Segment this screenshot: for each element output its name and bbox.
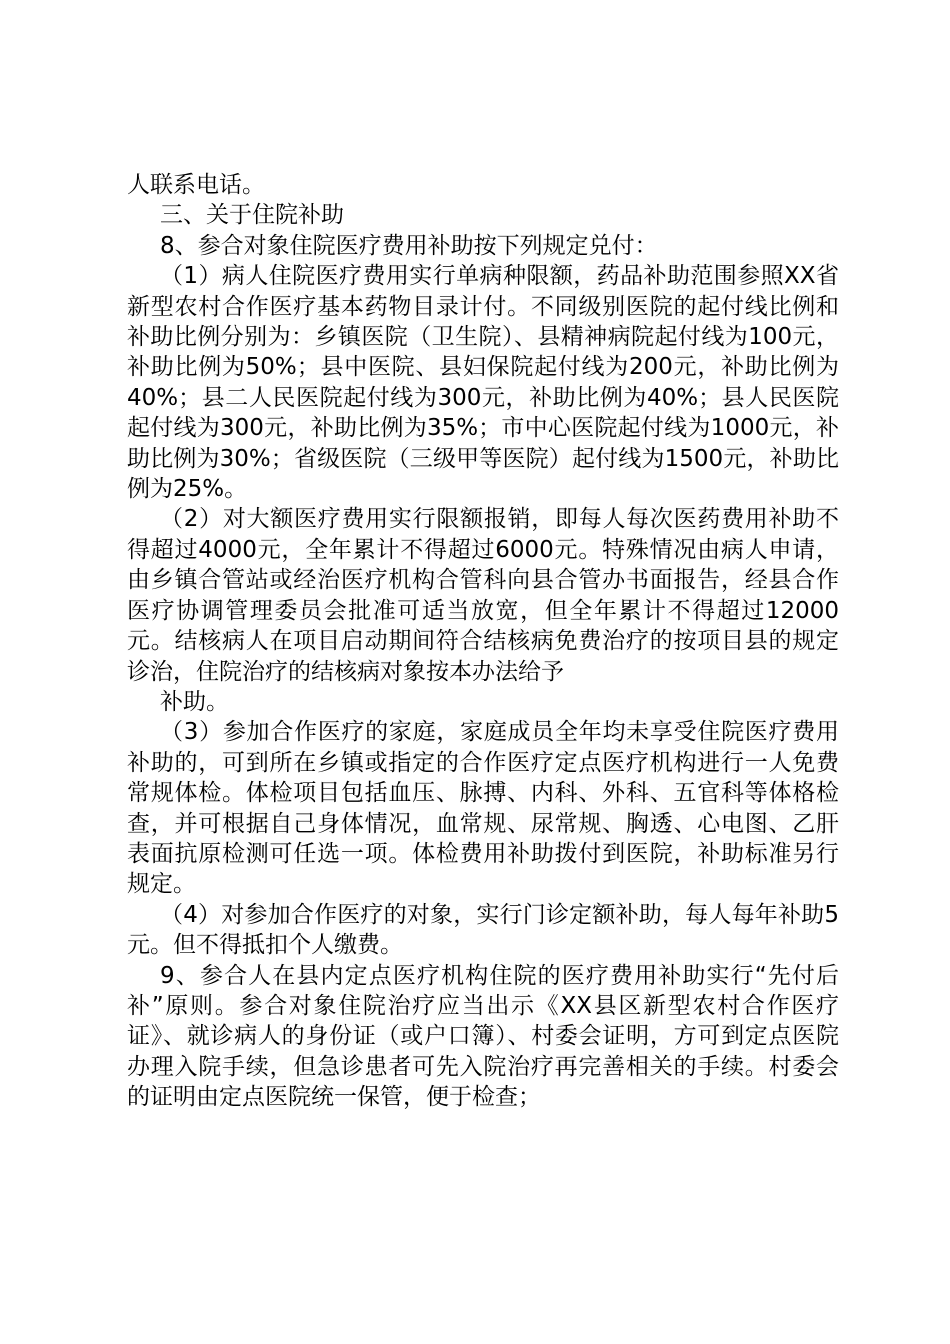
paragraph-8-2-continuation: 补助。 [160, 688, 229, 715]
paragraph-8-2: （2）对大额医疗费用实行限额报销，即每人每次医药费用补助不得超过4000元，全年累计不得超过6000元。特殊情况由病人申请，由乡镇合管站或经治医疗机构合管科向县合管办书面报告，经县合作医疗协调管理委员会批准可适当放宽，但全年累计不得超过12000元。结核病人在项目启动期间符合结核病免费治疗的按项目县的规定诊治，住院治疗的结核病对象按本办法给予 [127, 506, 839, 685]
document-page [127, 170, 839, 1113]
paragraph-8-4: （4）对参加合作医疗的对象，实行门诊定额补助，每人每年补助5元。但不得抵扣个人缴费。 [127, 901, 839, 959]
paragraph-8: 8、参合对象住院医疗费用补助按下列规定兑付： [160, 232, 658, 259]
paragraph-8-1: （1）病人住院医疗费用实行单病种限额，药品补助范围参照XX省新型农村合作医疗基本药物目录计付。不同级别医院的起付线比例和补助比例分别为：乡镇医院（卫生院）、县精神病院起付线为100元，补助比例为50%；县中医院、县妇保院起付线为200元，补助比例为40%；县二人民医院起付线为300元，补助比例为40%；县人民医院起付线为300元，补助比例为35%；市中心医院起付线为1000元，补助比例为30%；省级医院（三级甲等医院）起付线为1500元，补助比例为25%。 [127, 263, 839, 503]
section-heading: 三、关于住院补助 [160, 202, 344, 229]
paragraph-8-3: （3）参加合作医疗的家庭，家庭成员全年均未享受住院医疗费用补助的，可到所在乡镇或指定的合作医疗定点医疗机构进行一人免费常规体检。体检项目包括血压、脉搏、内科、外科、五官科等体格检查，并可根据自己身体情况，血常规、尿常规、胸透、心电图、乙肝表面抗原检测可任选一项。体检费用补助拨付到医院，补助标准另行规定。 [127, 719, 839, 898]
paragraph-9: 9、参合人在县内定点医疗机构住院的医疗费用补助实行“先付后补”原则。参合对象住院治疗应当出示《XX县区新型农村合作医疗证》、就诊病人的身份证（或户口簿）、村委会证明，方可到定点医院办理入院手续，但急诊患者可先入院治疗再完善相关的手续。村委会的证明由定点医院统一保管，便于检查； [127, 962, 839, 1111]
paragraph-continuation: 人联系电话。 [127, 172, 265, 198]
